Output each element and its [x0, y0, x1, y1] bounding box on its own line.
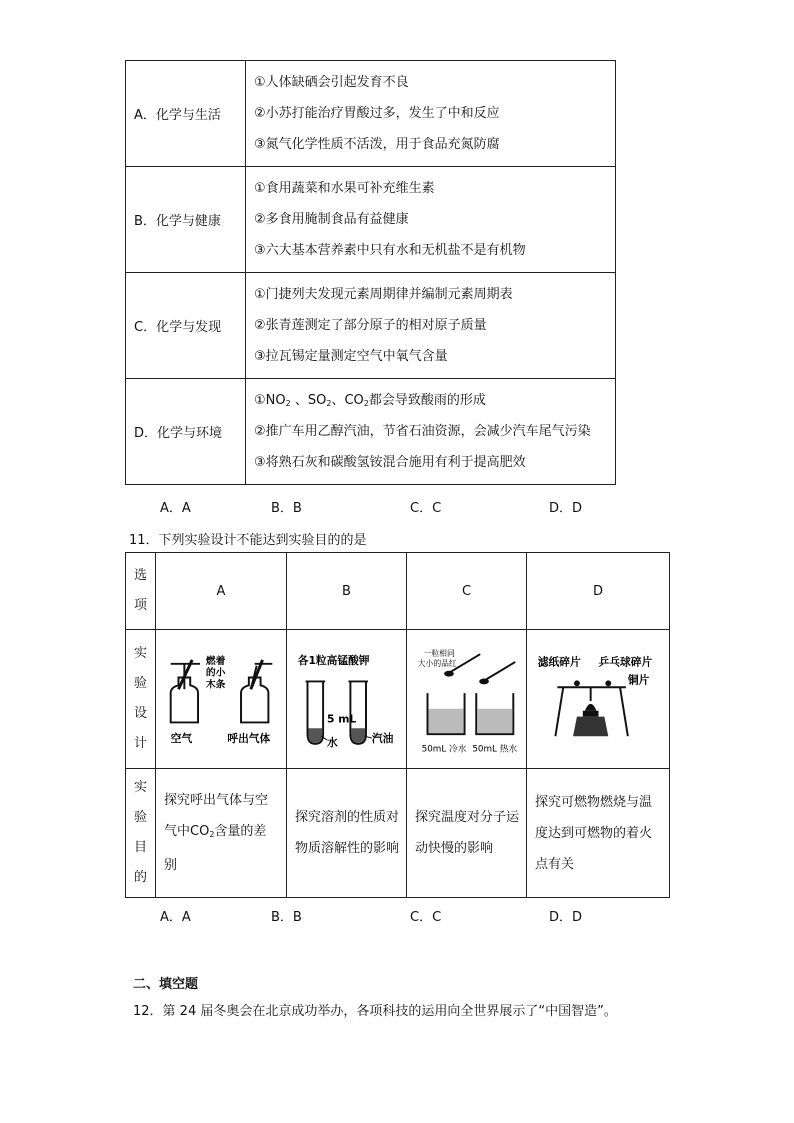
col-header-c: C — [407, 553, 527, 630]
category-c: C．化学与发现 — [126, 273, 246, 379]
answer-options — [0, 906, 794, 924]
figure-c — [407, 630, 527, 769]
copper-plate-label: 铜片 — [627, 673, 650, 687]
item: ②张青莲测定了部分原子的相对原子质量 — [254, 318, 487, 333]
beakers-figure — [408, 631, 525, 767]
option-b[interactable]: B．B — [271, 501, 302, 516]
option-a[interactable]: A．A — [160, 910, 191, 925]
volume-label: 5 mL — [327, 712, 357, 726]
item: ③将熟石灰和碳酸氢铵混合施用有利于提高肥效 — [254, 455, 526, 470]
items-d — [246, 379, 616, 485]
air-label: 空气 — [170, 731, 193, 745]
tripod-burner-figure — [528, 631, 668, 767]
items-b — [246, 167, 616, 273]
section-heading: 二、填空题 — [133, 977, 199, 992]
question10-options-table — [125, 60, 616, 485]
filter-paper-label: 滤纸碎片 — [537, 655, 581, 669]
items-a — [246, 61, 616, 167]
table-row — [126, 167, 616, 273]
stick-label-2: 的小 — [205, 667, 226, 679]
figure-a — [156, 630, 287, 769]
option-c[interactable]: C．C — [410, 501, 442, 516]
item: ③六大基本营养素中只有水和无机盐不是有机物 — [254, 243, 526, 258]
figure-d — [527, 630, 670, 769]
pingpong-label: 乒乓球碎片 — [598, 655, 653, 669]
item: ③拉瓦锡定量测定空气中氧气含量 — [254, 349, 448, 364]
cold-water-label: 50mL 冷水 — [421, 744, 467, 755]
option-c[interactable]: C．C — [410, 910, 442, 925]
kmno4-label: 各1粒高锰酸钾 — [297, 653, 370, 667]
item: ③氮气化学性质不活泼，用于食品充氮防腐 — [254, 137, 500, 152]
water-label: 水 — [327, 735, 338, 749]
goal-label: 实 验 目 的 — [126, 769, 156, 898]
stick-label-3: 木条 — [205, 679, 226, 691]
gasoline-label: 汽油 — [371, 731, 394, 745]
table-row — [126, 273, 616, 379]
col-header-b: B — [287, 553, 407, 630]
figure-b — [287, 630, 407, 769]
item: ②推广车用乙醇汽油，节省石油资源，会减少汽车尾气污染 — [254, 424, 591, 439]
items-c — [246, 273, 616, 379]
option-header-label: 选 项 — [126, 553, 156, 630]
answer-options — [0, 497, 794, 515]
table-row — [126, 379, 616, 485]
table-row — [126, 630, 670, 769]
goal-c: 探究温度对分子运动快慢的影响 — [407, 769, 527, 898]
goal-d: 探究可燃物燃烧与温度达到可燃物的着火点有关 — [527, 769, 670, 898]
stick-label-1: 燃着 — [205, 655, 226, 667]
exhaled-label: 呼出气体 — [227, 731, 271, 745]
test-tubes-figure — [288, 631, 405, 767]
dye-label-2: 大小的品红 — [417, 658, 457, 668]
goal-b: 探究溶剂的性质对物质溶解性的影响 — [287, 769, 407, 898]
category-d: D．化学与环境 — [126, 379, 246, 485]
item: ①食用蔬菜和水果可补充维生素 — [254, 181, 435, 196]
table-row — [126, 769, 670, 898]
design-label: 实 验 设 计 — [126, 630, 156, 769]
col-header-d: D — [527, 553, 670, 630]
item: ①门捷列夫发现元素周期律并编制元素周期表 — [254, 287, 513, 302]
table-row — [126, 553, 670, 630]
question-11-stem: 11．下列实验设计不能达到实验目的的是 — [129, 533, 367, 548]
option-a[interactable]: A．A — [160, 501, 191, 516]
item-formula: $①NO_2$ 、$SO_2$、$CO_2$都会导致酸雨的形成 — [254, 393, 486, 408]
category-a: A．化学与生活 — [126, 61, 246, 167]
dye-label-1: 一粒相同 — [423, 649, 455, 659]
item: ①人体缺硒会引起发育不良 — [254, 75, 409, 90]
question-12-stem: 12．第 24 届冬奥会在北京成功举办，各项科技的运用向全世界展示了“中国智造”。 — [133, 1004, 617, 1019]
goal-a: 探究呼出气体与空 气中$CO_2$含量的差 别 — [156, 769, 287, 898]
col-header-a: A — [156, 553, 287, 630]
option-d[interactable]: D．D — [549, 501, 583, 516]
item: ②多食用腌制食品有益健康 — [254, 212, 409, 227]
experiment-table — [125, 552, 670, 898]
item: ②小苏打能治疗胃酸过多，发生了中和反应 — [254, 106, 500, 121]
hot-water-label: 50mL 热水 — [472, 744, 518, 755]
category-b: B．化学与健康 — [126, 167, 246, 273]
gas-bottles-figure — [157, 631, 285, 767]
option-d[interactable]: D．D — [549, 910, 583, 925]
option-b[interactable]: B．B — [271, 910, 302, 925]
table-row — [126, 61, 616, 167]
